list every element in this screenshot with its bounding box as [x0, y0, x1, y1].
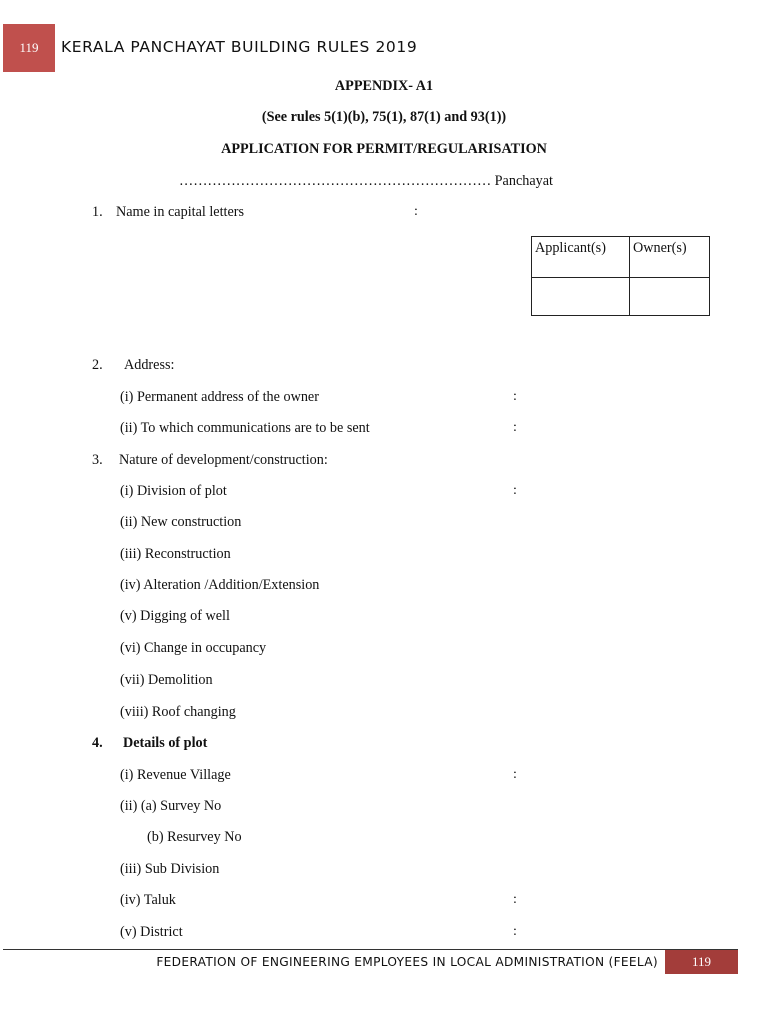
item-2-number: 2. [92, 357, 103, 373]
item-2-sub-2: (ii) To which communications are to be sent [120, 420, 370, 436]
item-1-number: 1. [92, 204, 103, 220]
item-3-sub-2: (ii) New construction [120, 514, 242, 530]
header-title: KERALA PANCHAYAT BUILDING RULES 2019 [61, 38, 418, 56]
item-3-sub-8: (viii) Roof changing [120, 704, 236, 720]
footer-text: FEDERATION OF ENGINEERING EMPLOYEES IN LOCAL ADMINISTRATION (FEELA) [156, 955, 658, 969]
item-4-number: 4. [92, 735, 103, 751]
item-4-sub-5: (iv) Taluk [120, 892, 176, 908]
item-2-sub-2-colon: : [513, 420, 517, 435]
appendix-heading: APPENDIX- A1 [334, 78, 434, 94]
item-2-sub-1-colon: : [513, 389, 517, 404]
item-4-sub-1-colon: : [513, 767, 517, 782]
item-4-sub-1: (i) Revenue Village [120, 767, 231, 783]
item-1-colon: : [414, 204, 418, 219]
item-2-label: Address: [124, 357, 175, 373]
item-4-sub-3: (b) Resurvey No [147, 829, 242, 845]
owner-header: Owner(s) [630, 237, 710, 278]
item-4-sub-4: (iii) Sub Division [120, 861, 220, 877]
footer-page-number [665, 950, 738, 974]
item-3-sub-7: (vii) Demolition [120, 672, 213, 688]
table-entry-row [532, 278, 710, 316]
item-3-sub-3: (iii) Reconstruction [120, 546, 231, 562]
item-3-number: 3. [92, 452, 103, 468]
rules-reference: (See rules 5(1)(b), 75(1), 87(1) and 93(1)) [261, 109, 507, 125]
applicant-owner-table [531, 236, 710, 316]
item-3-sub-4: (iv) Alteration /Addition/Extension [120, 577, 320, 593]
item-1-label: Name in capital letters [116, 204, 245, 220]
owner-cell[interactable] [630, 278, 710, 316]
applicant-cell[interactable] [532, 278, 630, 316]
item-3-sub-1-colon: : [513, 483, 517, 498]
item-4-sub-5-colon: : [513, 892, 517, 907]
item-2-sub-1: (i) Permanent address of the owner [120, 389, 319, 405]
item-3-sub-6: (vi) Change in occupancy [120, 640, 267, 656]
item-3-label: Nature of development/construction: [119, 452, 328, 468]
item-4-sub-2: (ii) (a) Survey No [120, 798, 222, 814]
table-header-row [532, 237, 710, 278]
item-3-sub-5: (v) Digging of well [120, 608, 230, 624]
footer-page-number-text: 119 [691, 954, 712, 969]
header-page-number [3, 24, 55, 72]
panchayat-line: ………………………………………………………… Panchayat [179, 173, 553, 189]
form-title: APPLICATION FOR PERMIT/REGULARISATION [221, 141, 547, 157]
footer-divider [3, 949, 738, 950]
item-4-sub-6: (v) District [120, 924, 183, 940]
applicant-header: Applicant(s) [532, 237, 630, 278]
item-4-label: Details of plot [123, 735, 208, 751]
item-4-sub-6-colon: : [513, 924, 517, 939]
item-3-sub-1: (i) Division of plot [120, 483, 227, 499]
header-page-number-text: 119 [19, 40, 39, 55]
